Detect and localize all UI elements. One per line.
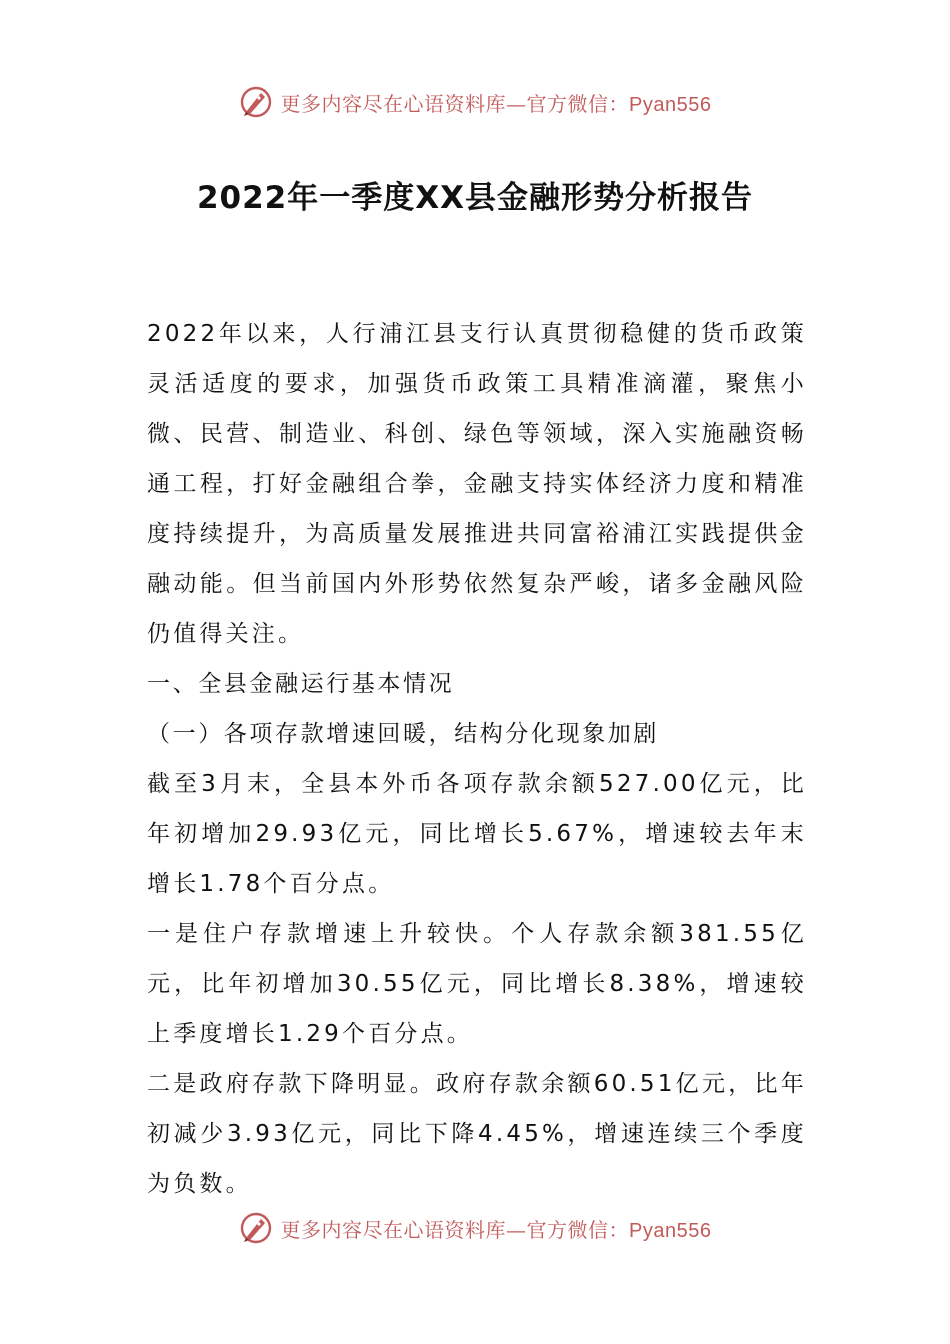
pen-nib-logo-icon: [239, 1211, 273, 1245]
pen-nib-logo-icon: [239, 85, 273, 119]
banner-text: [281, 88, 712, 117]
wechat-handle: Pyan556: [629, 1219, 712, 1242]
document-body: [147, 309, 807, 1209]
deposit-summary-paragraph: 截至3月末，全县本外币各项存款余额527.00亿元，比年初增加29.93亿元，同比增长5.67%，增速较去年末增长1.78个百分点。: [147, 771, 807, 897]
banner-label: 更多内容尽在心语资料库—官方微信：: [280, 91, 630, 116]
subsection-heading: （一）各项存款增速回暖，结构分化现象加剧: [147, 721, 659, 747]
section-heading: 一、全县金融运行基本情况: [147, 671, 455, 697]
header-banner: [0, 82, 950, 122]
footer-banner: [0, 1208, 950, 1248]
wechat-handle: Pyan556: [629, 93, 712, 116]
banner-label: 更多内容尽在心语资料库—官方微信：: [280, 1217, 630, 1242]
banner-text: [281, 1214, 712, 1243]
intro-paragraph: 2022年以来，人行浦江县支行认真贯彻稳健的货币政策灵活适度的要求，加强货币政策工具精准滴灌，聚焦小微、民营、制造业、科创、绿色等领域，深入实施融资畅通工程，打好金融组合拳，金融支持实体经济力度和精准度持续提升，为高质量发展推进共同富裕浦江实践提供金融动能。但当前国内外形势依然复杂严峻，诸多金融风险仍值得关注。: [147, 321, 807, 647]
government-deposit-paragraph: 二是政府存款下降明显。政府存款余额60.51亿元，比年初减少3.93亿元，同比下降4.45%，增速连续三个季度为负数。: [147, 1071, 807, 1197]
document-title: 2022年一季度XX县金融形势分析报告: [196, 180, 754, 216]
household-deposit-paragraph: 一是住户存款增速上升较快。个人存款余额381.55亿元，比年初增加30.55亿元，同比增长8.38%，增速较上季度增长1.29个百分点。: [147, 921, 807, 1047]
